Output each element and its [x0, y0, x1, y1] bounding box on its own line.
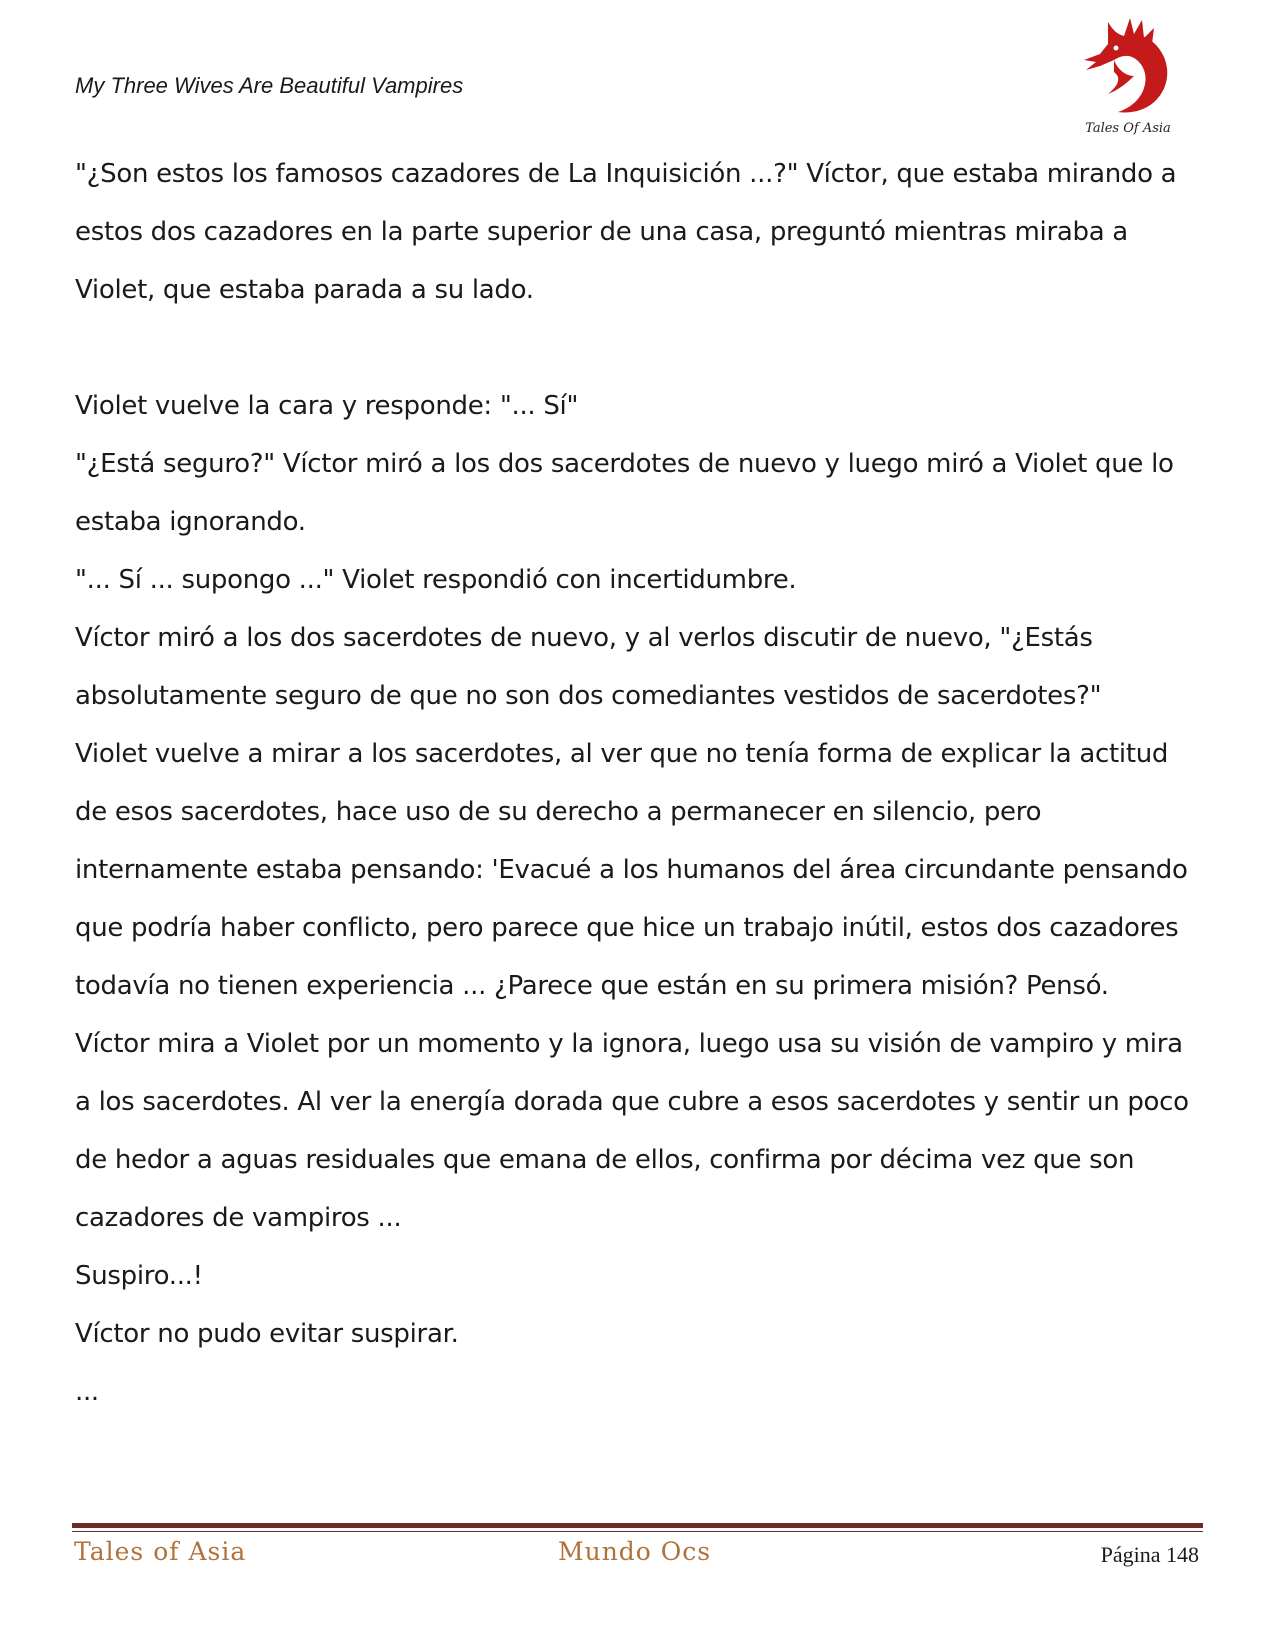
page-number: Página 148 — [1100, 1542, 1199, 1567]
paragraph: "... Sí ... supongo ..." Violet respondió con incertidumbre. — [75, 565, 797, 595]
footer-rule-thin — [72, 1531, 1203, 1532]
dragon-logo-icon — [1078, 14, 1178, 122]
paragraph: "¿Son estos los famosos cazadores de La Inquisición ...?" Víctor, que estaba mirando a estos dos cazadores en la parte superior de una casa, preguntó mientras miraba a Violet, que estaba parada a su lado. — [75, 159, 1177, 305]
footer-rule-thick — [72, 1523, 1203, 1528]
logo-text: Tales Of Asia — [1085, 121, 1171, 136]
paragraph: Violet vuelve la cara y responde: "... Sí" — [75, 391, 579, 421]
body-text — [75, 145, 1205, 1421]
footer-site: Mundo Ocs — [558, 1537, 712, 1566]
paragraph-gap — [75, 319, 1205, 377]
footer-rule — [72, 1523, 1203, 1532]
document-header-title: My Three Wives Are Beautiful Vampires — [75, 73, 464, 98]
paragraph: Suspiro...! — [75, 1261, 203, 1291]
paragraph: Violet vuelve a mirar a los sacerdotes, al ver que no tenía forma de explicar la actitud de esos sacerdotes, hace uso de su derecho a permanecer en silencio, pero internamente estaba pensando: 'Evacué a los humanos del área circundante pensando que podría haber conflicto, pero parece que hice un trabajo inútil, estos dos cazadores todavía no tienen experiencia ... ¿Parece que están en su primera misión? Pensó. — [75, 739, 1188, 1001]
paragraph: ... — [75, 1377, 99, 1407]
paragraph: Víctor miró a los dos sacerdotes de nuevo, y al verlos discutir de nuevo, "¿Estás absolutamente seguro de que no son dos comediantes vestidos de sacerdotes?" — [75, 623, 1102, 711]
paragraph: "¿Está seguro?" Víctor miró a los dos sacerdotes de nuevo y luego miró a Violet que lo estaba ignorando. — [75, 449, 1174, 537]
footer-brand: Tales of Asia — [74, 1537, 247, 1566]
dragon-logo — [1078, 14, 1178, 136]
paragraph: Víctor mira a Violet por un momento y la ignora, luego usa su visión de vampiro y mira a los sacerdotes. Al ver la energía dorada que cubre a esos sacerdotes y sentir un poco de hedor a aguas residuales que emana de ellos, confirma por décima vez que son cazadores de vampiros ... — [75, 1029, 1189, 1233]
paragraph: Víctor no pudo evitar suspirar. — [75, 1319, 459, 1349]
